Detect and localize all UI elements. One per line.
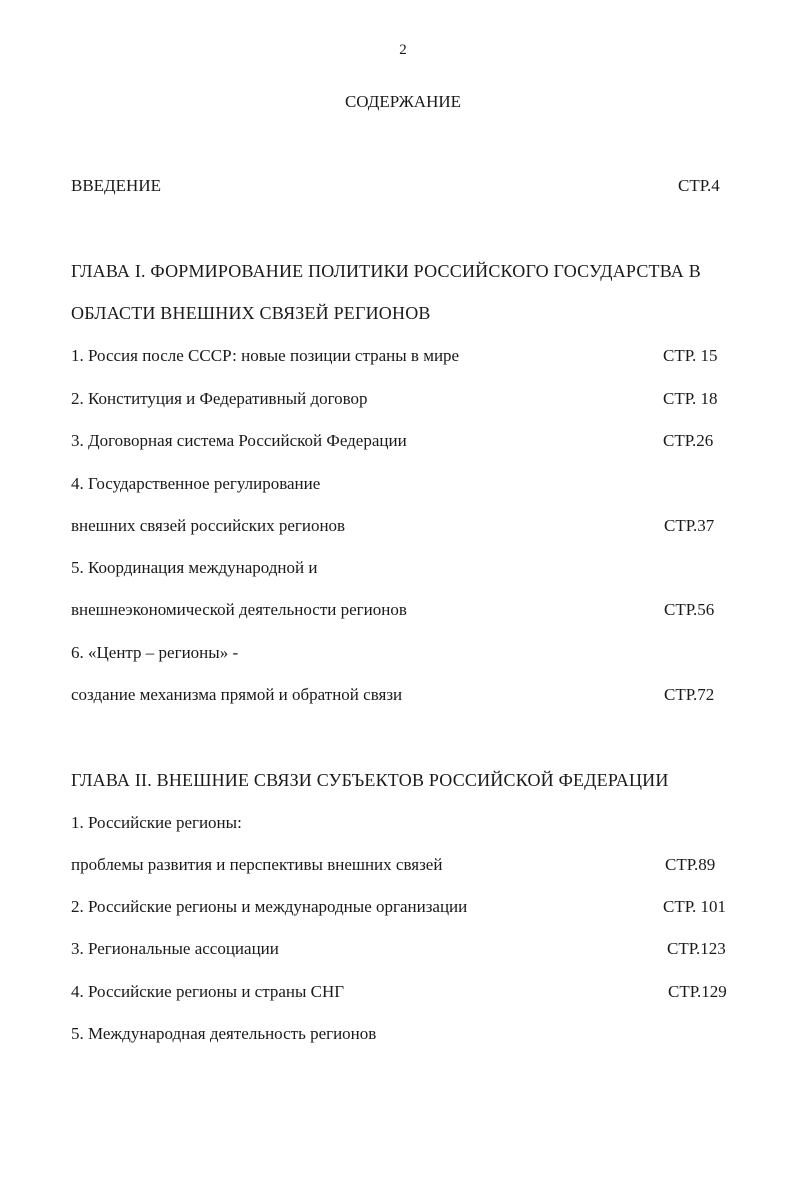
toc-item-page: СТР.72 — [664, 685, 715, 704]
chapter1-heading-line1: ГЛАВА I. ФОРМИРОВАНИЕ ПОЛИТИКИ РОССИЙСКОГО ГОСУДАРСТВА В — [71, 261, 701, 281]
toc-item: 6. «Центр – регионы» - — [71, 643, 239, 662]
toc-item: 4. Российские регионы и страны СНГ — [71, 982, 345, 1001]
toc-item: 3. Региональные ассоциации — [71, 939, 279, 958]
toc-item-page: СТР. 18 — [663, 389, 718, 408]
toc-item-continuation: проблемы развития и перспективы внешних связей — [71, 855, 443, 874]
toc-item-page: СТР.37 — [664, 516, 715, 535]
toc-item-page: СТР. 15 — [663, 346, 718, 365]
toc-item-page: СТР.123 — [667, 939, 726, 958]
toc-item: 2. Российские регионы и международные организации — [71, 897, 468, 916]
chapter2-heading: ГЛАВА II. ВНЕШНИЕ СВЯЗИ СУБЪЕКТОВ РОССИЙСКОЙ ФЕДЕРАЦИИ — [71, 770, 669, 790]
toc-intro-page: СТР.4 — [678, 176, 720, 195]
toc-item-page: СТР.129 — [668, 982, 727, 1001]
toc-item: 5. Международная деятельность регионов — [71, 1024, 377, 1043]
toc-item-continuation: внешних связей российских регионов — [71, 516, 346, 535]
toc-item-page: СТР. 101 — [663, 897, 727, 916]
toc-item-page: СТР.89 — [665, 855, 716, 874]
toc-item: 1. Россия после СССР: новые позиции страны в мире — [71, 346, 460, 365]
page-title: СОДЕРЖАНИЕ — [344, 92, 462, 111]
toc-intro-label: ВВЕДЕНИЕ — [71, 176, 161, 195]
toc-item-page: СТР.26 — [663, 431, 714, 450]
toc-item: 4. Государственное регулирование — [71, 474, 321, 493]
page-number: 2 — [399, 42, 407, 58]
toc-item: 1. Российские регионы: — [71, 813, 242, 832]
toc-item-continuation: внешнеэкономической деятельности регионов — [71, 600, 407, 619]
toc-item-continuation: создание механизма прямой и обратной связи — [71, 685, 403, 704]
toc-item: 2. Конституция и Федеративный договор — [71, 389, 368, 408]
chapter1-heading-line2: ОБЛАСТИ ВНЕШНИХ СВЯЗЕЙ РЕГИОНОВ — [71, 303, 431, 323]
toc-item: 3. Договорная система Российской Федерации — [71, 431, 407, 450]
toc-item: 5. Координация международной и — [71, 558, 318, 577]
toc-item-page: СТР.56 — [664, 600, 715, 619]
